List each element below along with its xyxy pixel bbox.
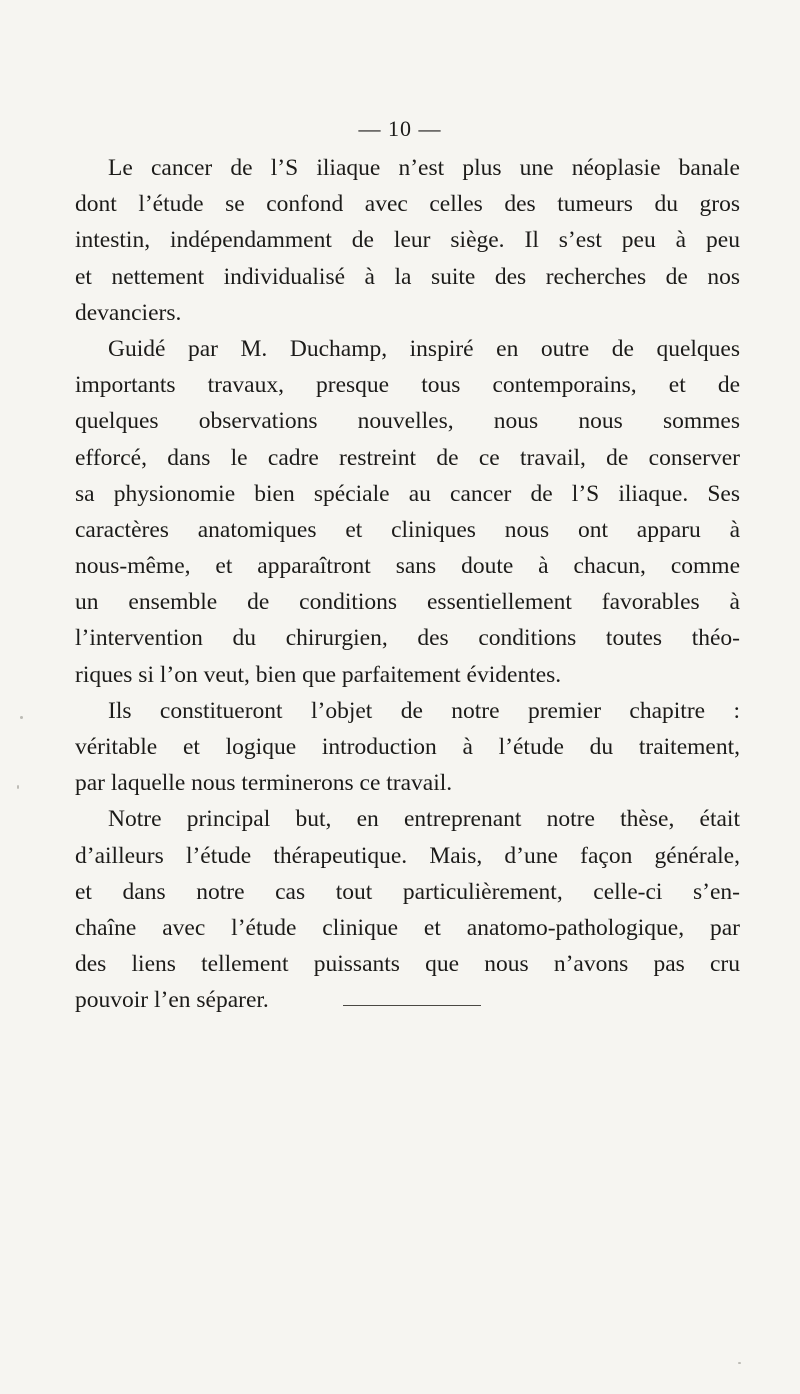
text-line-12: nous-même, et apparaîtront sans doute à chacun, comme (75, 553, 740, 580)
text-line-4: et nettement individualisé à la suite des recherches de nos (75, 263, 740, 290)
text-line-6: Guidé par M. Duchamp, inspiré en outre de quelques (108, 335, 740, 362)
text-line-21: et dans notre cas tout particulièrement, celle-ci s’en- (75, 878, 740, 905)
paper-speck (20, 716, 23, 719)
text-line-19: Notre principal but, en entreprenant notre thèse, était (108, 806, 740, 833)
text-line-7: importants travaux, presque tous contemporains, et de (75, 372, 740, 399)
paper-speck (17, 785, 19, 789)
text-line-8: quelques observations nouvelles, nous nous sommes (75, 408, 740, 435)
text-line-9: efforcé, dans le cadre restreint de ce travail, de conserver (75, 444, 740, 471)
text-line-20: d’ailleurs l’étude thérapeutique. Mais, d’une façon générale, (75, 842, 740, 869)
text-line-17: véritable et logique introduction à l’étude du traitement, (75, 734, 740, 760)
text-line-10: sa physionomie bien spéciale au cancer de l’S iliaque. Ses (75, 480, 740, 507)
text-line-23: des liens tellement puissants que nous n’avons pas cru (75, 951, 740, 978)
text-line-13: un ensemble de conditions essentiellement favorables à (75, 589, 740, 616)
text-line-22: chaîne avec l’étude clinique et anatomo-pathologique, par (75, 914, 740, 941)
text-line-5: devanciers. (75, 299, 182, 326)
paper-speck (738, 1362, 741, 1364)
text-line-1: Le cancer de l’S iliaque n’est plus une néoplasie banale (108, 155, 740, 181)
page-number: — 10 — (358, 116, 442, 141)
body-text (75, 150, 740, 1019)
text-line-3: intestin, indépendamment de leur siège. Il s’est peu à peu (75, 227, 740, 254)
text-line-14: l’intervention du chirurgien, des conditions toutes théo- (75, 625, 740, 652)
text-line-18: par laquelle nous terminerons ce travail. (75, 770, 453, 797)
text-line-24: pouvoir l’en séparer. (75, 987, 269, 1014)
section-divider (343, 1005, 481, 1006)
text-line-16: Ils constitueront l’objet de notre premier chapitre : (108, 697, 740, 724)
text-line-2: dont l’étude se confond avec celles des tumeurs du gros (75, 191, 740, 218)
text-line-11: caractères anatomiques et cliniques nous ont apparu à (75, 516, 740, 543)
text-line-15: riques si l’on veut, bien que parfaitement évidentes. (75, 661, 562, 688)
